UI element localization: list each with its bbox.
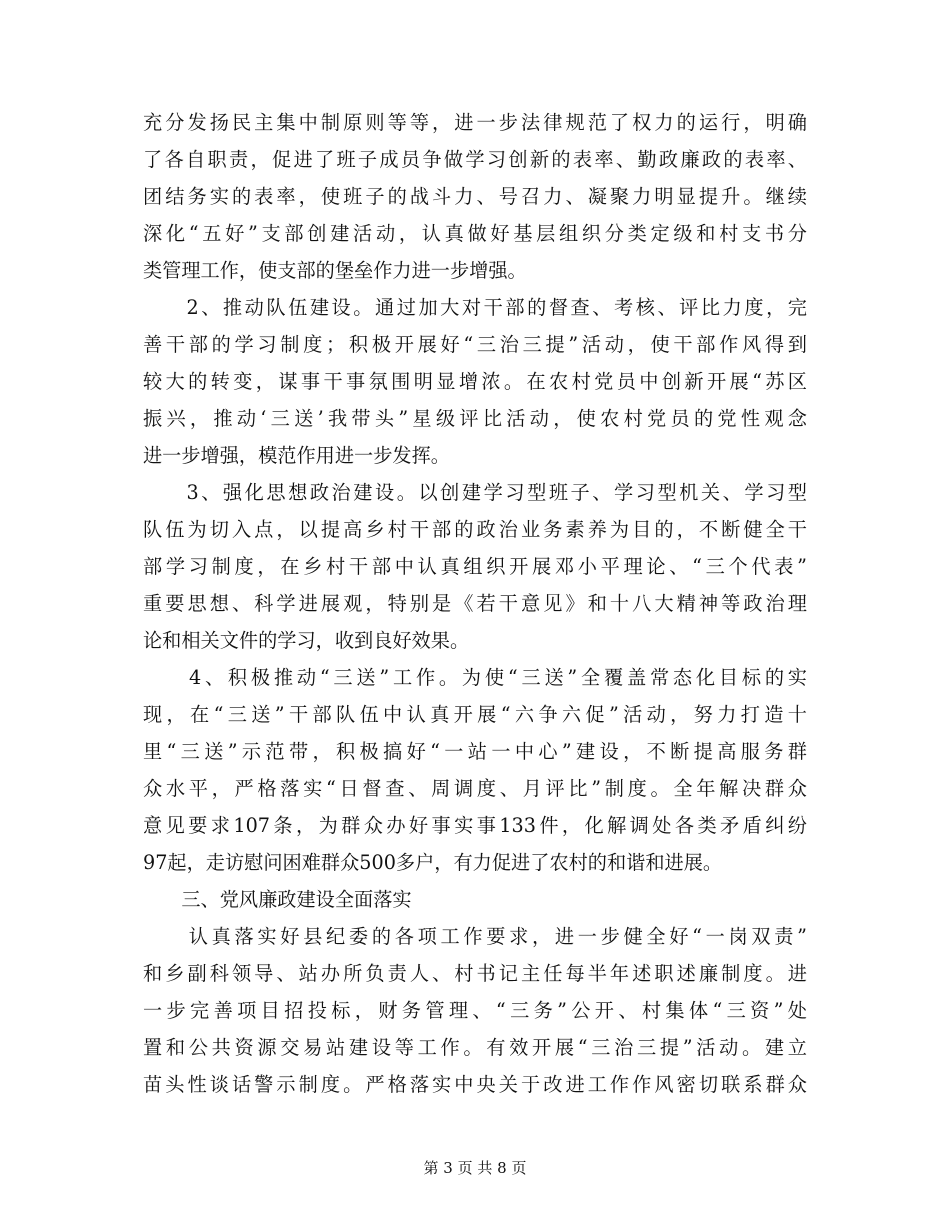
text-line: 97起，走访慰问困难群众500多户，有力促进了农村的和谐和进展。	[143, 851, 723, 874]
text-line: 充分发扬民主集中制原则等等，进一步法律规范了权力的运行，明确	[143, 111, 807, 134]
text-line: 一步完善项目招投标，财务管理、“三务”公开、村集体“三资”处	[143, 999, 807, 1022]
text-line: 论和相关文件的学习，收到良好效果。	[143, 629, 470, 652]
document-body	[143, 104, 807, 1103]
text-line: 2、推动队伍建设。通过加大对干部的督查、考核、评比力度，完	[143, 296, 807, 319]
text-line: 4、积极推动“三送”工作。为使“三送”全覆盖常态化目标的实	[143, 666, 807, 689]
text-line: 团结务实的表率，使班子的战斗力、号召力、凝聚力明显提升。继续	[143, 185, 807, 208]
text-line: 现，在“三送”干部队伍中认真开展“六争六促”活动，努力打造十	[143, 703, 807, 726]
text-line: 部学习制度，在乡村干部中认真组织开展邓小平理论、“三个代表”	[143, 555, 807, 578]
text-line: 较大的转变，谋事干事氛围明显增浓。在农村党员中创新开展“苏区	[143, 370, 807, 393]
text-line: 置和公共资源交易站建设等工作。有效开展“三治三提”活动。建立	[143, 1036, 807, 1059]
page-footer: 第 3 页 共 8 页	[423, 1159, 527, 1177]
text-line: 众水平，严格落实“日督查、周调度、月评比”制度。全年解决群众	[143, 777, 807, 800]
text-line: 和乡副科领导、站办所负责人、村书记主任每半年述职述廉制度。进	[143, 962, 807, 985]
text-line: 3、强化思想政治建设。以创建学习型班子、学习型机关、学习型	[143, 481, 807, 504]
text-line: 类管理工作，使支部的堡垒作力进一步增强。	[143, 259, 527, 282]
text-line: 队伍为切入点，以提高乡村干部的政治业务素养为目的，不断健全干	[143, 518, 807, 541]
text-line: 重要思想、科学进展观，特别是《若干意见》和十八大精神等政治理	[143, 592, 807, 615]
text-line: 了各自职责，促进了班子成员争做学习创新的表率、勤政廉政的表率、	[143, 148, 807, 171]
text-line: 进一步增强，模范作用进一步发挥。	[143, 444, 450, 467]
text-line: 振兴，推动‘三送’我带头”星级评比活动，使农村党员的党性观念	[143, 407, 807, 430]
text-line: 三、党风廉政建设全面落实	[143, 888, 412, 911]
text-line: 意见要求107条，为群众办好事实事133件，化解调处各类矛盾纠纷	[143, 814, 807, 837]
text-line: 善干部的学习制度；积极开展好“三治三提”活动，使干部作风得到	[143, 333, 807, 356]
text-line: 深化“五好”支部创建活动，认真做好基层组织分类定级和村支书分	[143, 222, 807, 245]
text-line: 里“三送”示范带，积极搞好“一站一中心”建设，不断提高服务群	[143, 740, 807, 763]
text-line: 认真落实好县纪委的各项工作要求，进一步健全好“一岗双责”	[143, 925, 807, 948]
text-line: 苗头性谈话警示制度。严格落实中央关于改进工作作风密切联系群众	[143, 1073, 807, 1096]
